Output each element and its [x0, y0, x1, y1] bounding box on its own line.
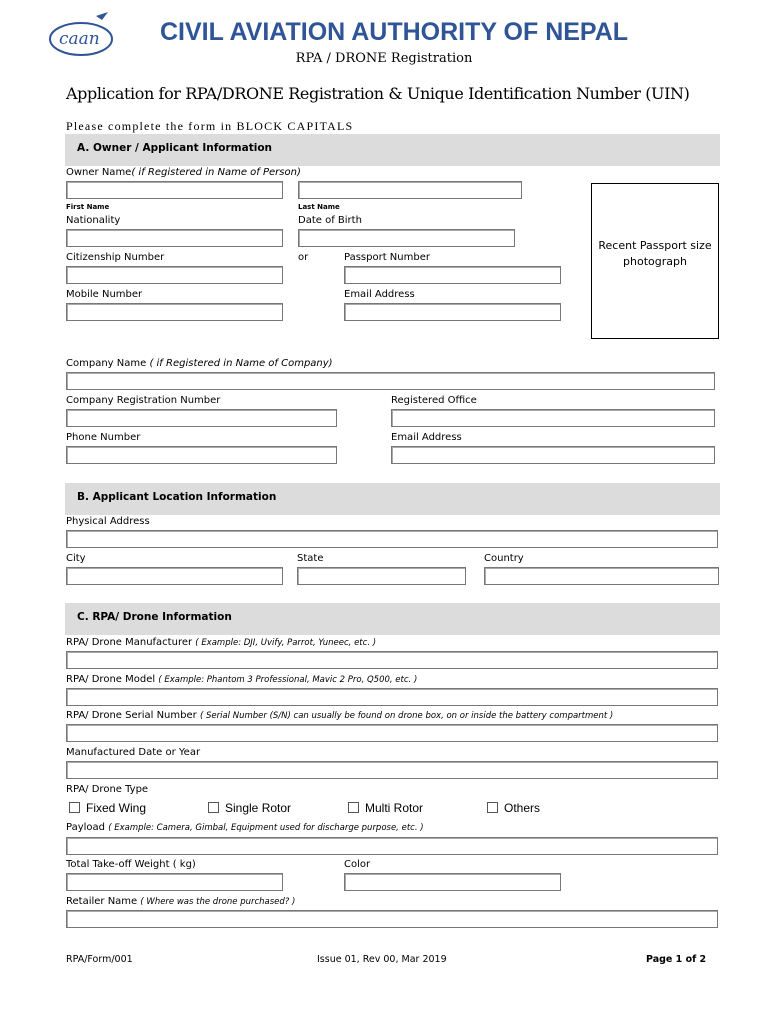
company-reg-field[interactable] [66, 409, 337, 427]
manufacturer-label: RPA/ Drone Manufacturer ( Example: DJI, Uvify, Parrot, Yuneec, etc. ) [66, 637, 377, 648]
dob-field[interactable] [298, 229, 515, 247]
mobile-field[interactable] [66, 303, 283, 321]
payload-field[interactable] [66, 837, 718, 855]
phone-field[interactable] [66, 446, 337, 464]
state-label: State [297, 553, 324, 564]
company-name-label: Company Name ( if Registered in Name of Company) [66, 358, 333, 369]
photo-label: Recent Passport size photograph [598, 239, 712, 268]
last-name-field[interactable] [298, 181, 522, 199]
color-label: Color [344, 859, 371, 870]
section-a-header: A. Owner / Applicant Information [65, 134, 720, 166]
or-label: or [298, 252, 309, 263]
manufactured-date-label: Manufactured Date or Year [66, 747, 201, 758]
first-name-label: First Name [66, 203, 110, 211]
instruction-text: Please complete the form in BLOCK CAPITALS [66, 119, 354, 133]
company-name-field[interactable] [66, 372, 715, 390]
email-field[interactable] [344, 303, 561, 321]
org-title: CIVIL AVIATION AUTHORITY OF NEPAL [160, 18, 629, 46]
nationality-field[interactable] [66, 229, 283, 247]
dob-label: Date of Birth [298, 215, 362, 226]
form-subtitle: RPA / DRONE Registration [295, 51, 473, 66]
drone-type-label: RPA/ Drone Type [66, 784, 149, 795]
company-reg-label: Company Registration Number [66, 395, 221, 406]
takeoff-weight-label: Total Take-off Weight ( kg) [66, 859, 196, 870]
serial-label: RPA/ Drone Serial Number ( Serial Number (S/N) can usually be found on drone box, on or inside the battery compartment ) [66, 710, 614, 721]
passport-field[interactable] [344, 266, 561, 284]
physical-address-label: Physical Address [66, 516, 150, 527]
company-email-label: Email Address [391, 432, 462, 443]
fixed-wing-checkbox[interactable]: Fixed Wing [69, 801, 146, 815]
retailer-label: Retailer Name ( Where was the drone purchased? ) [66, 896, 296, 907]
color-field[interactable] [344, 873, 561, 891]
model-field[interactable] [66, 688, 718, 706]
section-c-header: C. RPA/ Drone Information [65, 603, 720, 635]
photo-box [591, 183, 719, 339]
svg-text:caan: caan [59, 29, 100, 49]
mobile-label: Mobile Number [66, 289, 143, 300]
manufacturer-field[interactable] [66, 651, 718, 669]
city-field[interactable] [66, 567, 283, 585]
form-title: Application for RPA/DRONE Registration & Unique Identification Number (UIN) [66, 84, 690, 103]
owner-name-label: Owner Name( if Registered in Name of Person) [66, 167, 301, 178]
first-name-field[interactable] [66, 181, 283, 199]
others-checkbox[interactable]: Others [487, 801, 540, 815]
model-label: RPA/ Drone Model ( Example: Phantom 3 Professional, Mavic 2 Pro, Q500, etc. ) [66, 674, 418, 685]
country-label: Country [484, 553, 524, 564]
city-label: City [66, 553, 86, 564]
state-field[interactable] [297, 567, 466, 585]
physical-address-field[interactable] [66, 530, 718, 548]
company-email-field[interactable] [391, 446, 715, 464]
country-field[interactable] [484, 567, 719, 585]
retailer-field[interactable] [66, 910, 718, 928]
takeoff-weight-field[interactable] [66, 873, 283, 891]
passport-label: Passport Number [344, 252, 430, 263]
last-name-label: Last Name [298, 203, 340, 211]
email-label: Email Address [344, 289, 415, 300]
serial-field[interactable] [66, 724, 718, 742]
registered-office-field[interactable] [391, 409, 715, 427]
multi-rotor-checkbox[interactable]: Multi Rotor [348, 801, 423, 815]
citizenship-label: Citizenship Number [66, 252, 165, 263]
payload-label: Payload ( Example: Camera, Gimbal, Equipment used for discharge purpose, etc. ) [66, 822, 424, 833]
phone-label: Phone Number [66, 432, 141, 443]
nationality-label: Nationality [66, 215, 121, 226]
citizenship-field[interactable] [66, 266, 283, 284]
footer-page: Page 1 of 2 [646, 954, 707, 965]
footer-issue: Issue 01, Rev 00, Mar 2019 [317, 954, 447, 965]
section-b-header: B. Applicant Location Information [65, 483, 720, 515]
manufactured-date-field[interactable] [66, 761, 718, 779]
single-rotor-checkbox[interactable]: Single Rotor [208, 801, 291, 815]
registered-office-label: Registered Office [391, 395, 477, 406]
footer-form-number: RPA/Form/001 [66, 954, 133, 965]
